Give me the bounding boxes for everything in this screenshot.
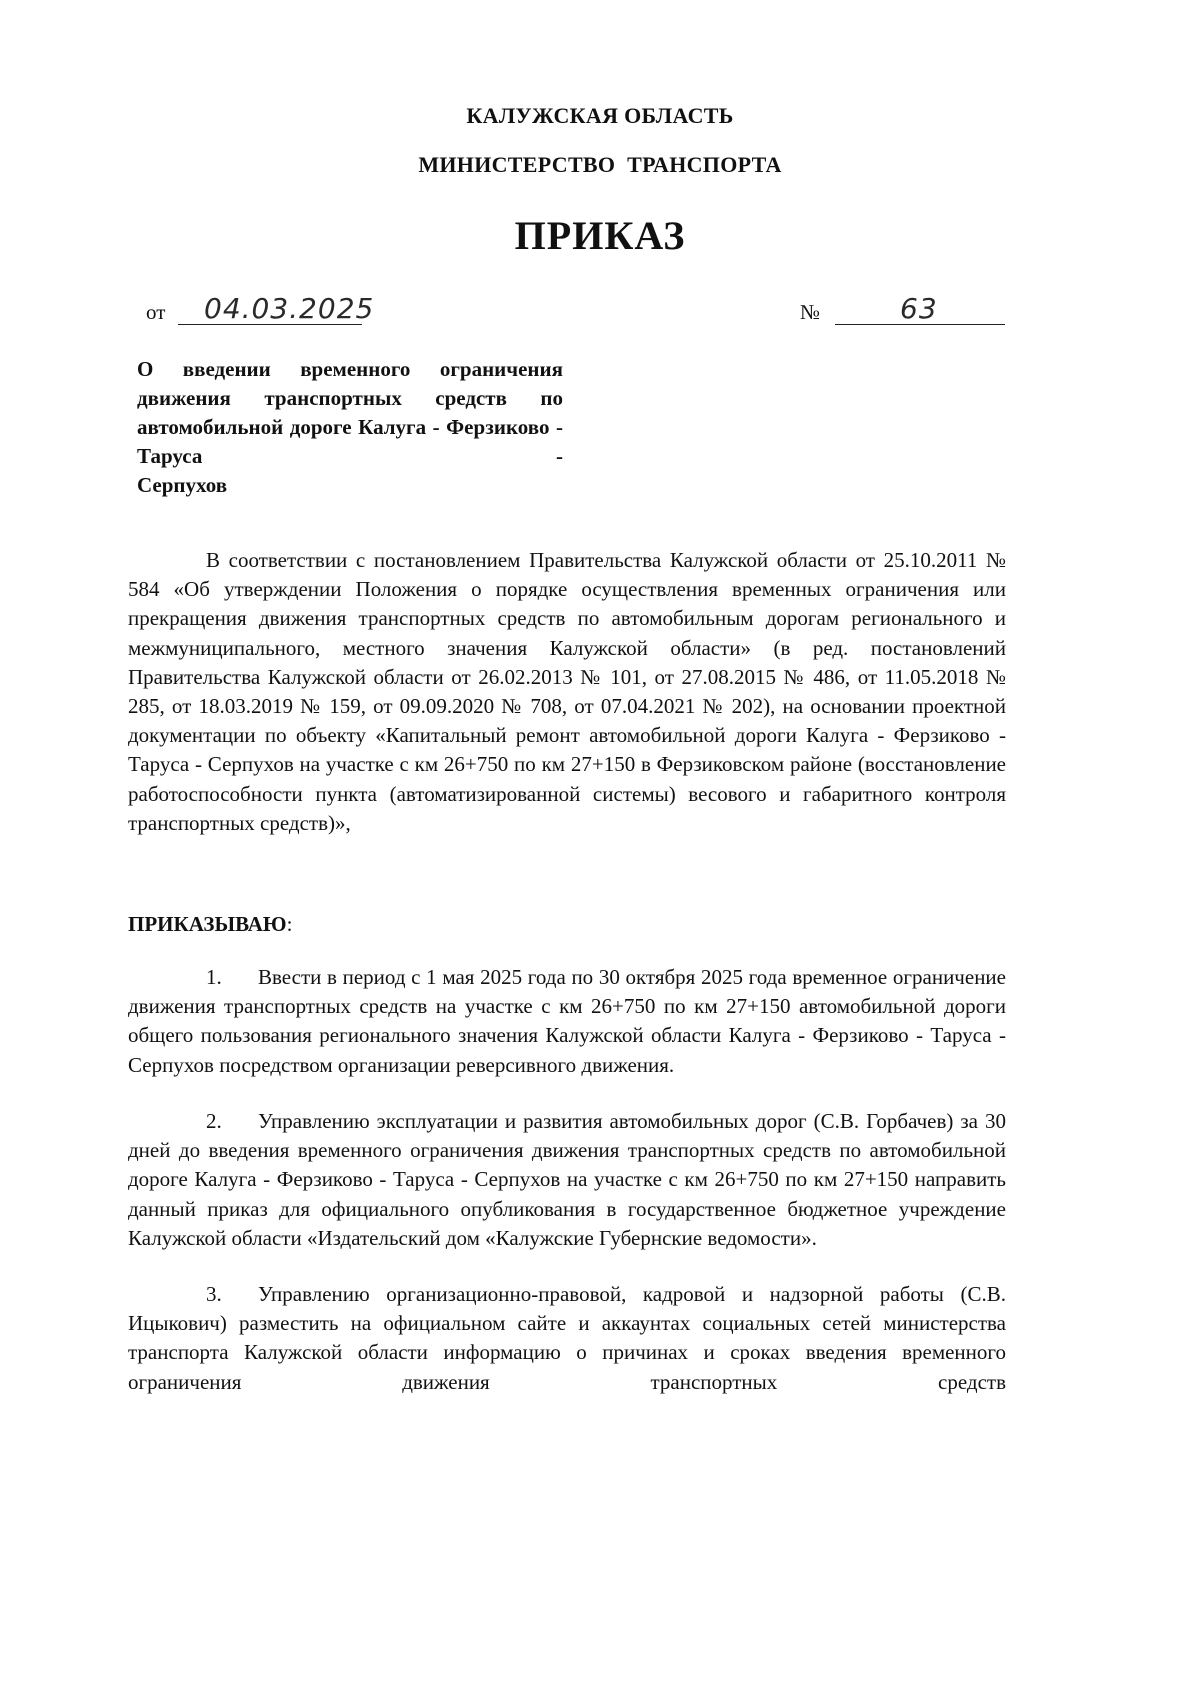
ministry-heading: МИНИСТЕРСТВО ТРАНСПОРТА bbox=[418, 152, 782, 177]
date-field bbox=[146, 300, 171, 325]
order-item-1 bbox=[128, 963, 1006, 1080]
item-number: 2. bbox=[206, 1109, 222, 1133]
item-number: 1. bbox=[206, 965, 222, 989]
subject-text: О введении временного ограничения движения транспортных средств по автомобильной дороге Калуга - Ферзиково - Таруса - bbox=[137, 357, 563, 468]
handwritten-number: 63 bbox=[900, 292, 938, 325]
order-item-3 bbox=[128, 1280, 1006, 1397]
order-directive bbox=[128, 912, 292, 937]
item-number: 3. bbox=[206, 1282, 222, 1306]
subject-text-end: Серпухов bbox=[137, 473, 228, 497]
order-directive-colon: : bbox=[286, 912, 293, 936]
order-directive-word: ПРИКАЗЫВАЮ bbox=[128, 912, 287, 936]
region-heading: КАЛУЖСКАЯ ОБЛАСТЬ bbox=[466, 103, 734, 128]
document-type-heading: ПРИКАЗ bbox=[514, 213, 686, 258]
item-text: Управлению эксплуатации и развития автомобильных дорог (С.В. Горбачев) за 30 дней до введения временного ограничения движения транспортных средств по автомобильной дороге Калуга - Ферзиково - Таруса - Серпухов на участке с км 26+750 по км 27+150 направить данный приказ для официального опубликования в государственное бюджетное учреждение Калужской области «Издательский дом «Калужские Губернские ведомости». bbox=[128, 1109, 1006, 1250]
number-sign: № bbox=[800, 300, 821, 324]
item-text: Управлению организационно-правовой, кадровой и надзорной работы (С.В. Ицыкович) разместить на официальном сайте и аккаунтах социальных сетей министерства транспорта Калужской области информацию о причинах и сроках введения временного ограничения движения транспортных средств bbox=[128, 1282, 1006, 1394]
order-subject bbox=[137, 355, 563, 500]
preamble-paragraph: В соответствии с постановлением Правительства Калужской области от 25.10.2011 № 584 «Об утверждении Положения о порядке осуществления временных ограничения или прекращения движения транспортных средств по автомобильным дорогам регионального и межмуниципального, местного значения Калужской области» (в ред. постановлений Правительства Калужской области от 26.02.2013 № 101, от 27.08.2015 № 486, от 11.05.2018 № 285, от 18.03.2019 № 159, от 09.09.2020 № 708, от 07.04.2021 № 202), на основании проектной документации по объекту «Капитальный ремонт автомобильной дороги Калуга - Ферзиково - Таруса - Серпухов на участке с км 26+750 по км 27+150 в Ферзиковском районе (восстановление работоспособности пункта (автоматизированной системы) весового и габаритного контроля транспортных средств)», bbox=[128, 548, 1006, 835]
date-prefix: от bbox=[146, 300, 166, 324]
handwritten-date: 04.03.2025 bbox=[204, 292, 375, 325]
item-text: Ввести в период с 1 мая 2025 года по 30 октября 2025 года временное ограничение движения транспортных средств на участке с км 26+750 по км 27+150 автомобильной дороги общего пользования регионального значения Калужской области Калуга - Ферзиково - Таруса - Серпухов посредством организации реверсивного движения. bbox=[128, 965, 1006, 1077]
order-item-2 bbox=[128, 1107, 1006, 1253]
